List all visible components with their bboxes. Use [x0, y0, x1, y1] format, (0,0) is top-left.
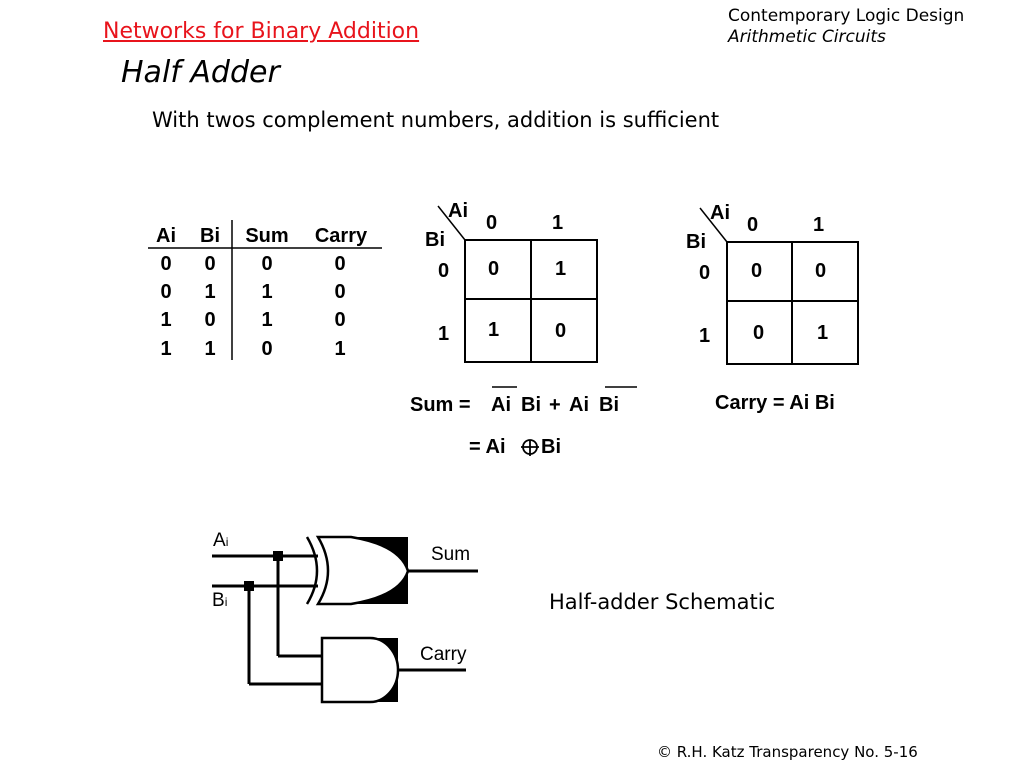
sum-eq-term2-b: Bi: [599, 394, 619, 416]
wire-junction: [244, 581, 254, 591]
kmap-carry-row-var: Bi: [686, 231, 706, 253]
schematic-caption: Half-adder Schematic: [549, 590, 776, 614]
kmap-sum-col-label: 1: [552, 212, 564, 234]
kmap-carry-grid: [700, 208, 858, 364]
truth-table-header: Ai: [156, 225, 176, 247]
course-title: Contemporary Logic Design: [728, 6, 965, 26]
slide-subtitle: With twos complement numbers, addition is sufficient: [152, 108, 720, 132]
kmap-sum-col-var: Ai: [448, 200, 468, 222]
sum-eq-term1-a: Ai: [491, 394, 511, 416]
kmap-sum-row-var: Bi: [425, 229, 445, 251]
kmap-carry-row-label: 0: [699, 262, 711, 284]
kmap-carry-cell: 0: [815, 260, 827, 282]
kmap-sum-cell: 1: [488, 319, 500, 341]
truth-table-cell: 0: [334, 309, 346, 331]
kmap-sum-col-label: 0: [486, 212, 498, 234]
kmap-carry-row-label: 1: [699, 325, 711, 347]
truth-table-header: Bi: [200, 225, 220, 247]
topic-heading: Networks for Binary Addition: [103, 19, 420, 44]
wire-junction: [273, 551, 283, 561]
kmap-carry-cell: 0: [753, 322, 765, 344]
truth-table-cell: 0: [261, 253, 273, 275]
sum-eq-term2-a: Ai: [569, 394, 589, 416]
xor-eq-prefix: = Ai: [469, 436, 506, 458]
truth-table-cell: 1: [261, 281, 273, 303]
sum-output-label: Sum: [431, 544, 471, 565]
truth-table-header: Carry: [314, 225, 368, 247]
kmap-sum-cell: 1: [555, 258, 567, 280]
kmap-sum-row-label: 0: [438, 260, 450, 282]
truth-table-cell: 1: [334, 338, 346, 360]
truth-table-cell: 0: [261, 338, 273, 360]
truth-table-cell: 0: [204, 253, 216, 275]
and-gate: [322, 638, 398, 702]
kmap-carry-cell: 0: [751, 260, 763, 282]
xor-eq-var: Bi: [541, 436, 561, 458]
truth-table-header: Sum: [245, 225, 289, 247]
kmap-sum-cell: 0: [488, 258, 500, 280]
kmap-sum-grid: [438, 206, 597, 362]
truth-table-cell: 1: [160, 338, 172, 360]
course-section: Arithmetic Circuits: [728, 27, 886, 47]
truth-table-cell: 1: [261, 309, 273, 331]
xor-symbol: [521, 440, 539, 456]
truth-table-cell: 0: [160, 253, 172, 275]
input-b-label: Bi: [212, 590, 228, 611]
truth-table-cell: 0: [334, 253, 346, 275]
sum-eq-plus: +: [549, 394, 561, 416]
truth-table-cell: 1: [204, 338, 216, 360]
sum-eq-term1-b: Bi: [521, 394, 541, 416]
kmap-carry-col-label: 1: [813, 214, 825, 236]
carry-equation: Carry = Ai Bi: [715, 392, 835, 414]
kmap-carry-cell: 1: [817, 322, 829, 344]
xor-gate: [307, 537, 408, 604]
footer-credit: © R.H. Katz Transparency No. 5-16: [657, 743, 918, 761]
kmap-carry-col-var: Ai: [710, 202, 730, 224]
truth-table-cell: 0: [334, 281, 346, 303]
truth-table-cell: 0: [204, 309, 216, 331]
kmap-carry-col-label: 0: [747, 214, 759, 236]
truth-table-cell: 0: [160, 281, 172, 303]
kmap-sum-row-label: 1: [438, 323, 450, 345]
input-a-label: Ai: [213, 530, 229, 551]
slide-title: Half Adder: [121, 55, 280, 90]
kmap-sum-cell: 0: [555, 320, 567, 342]
truth-table-cell: 1: [204, 281, 216, 303]
truth-table-cell: 1: [160, 309, 172, 331]
sum-eq-label: Sum =: [410, 394, 471, 416]
carry-output-label: Carry: [420, 644, 467, 665]
